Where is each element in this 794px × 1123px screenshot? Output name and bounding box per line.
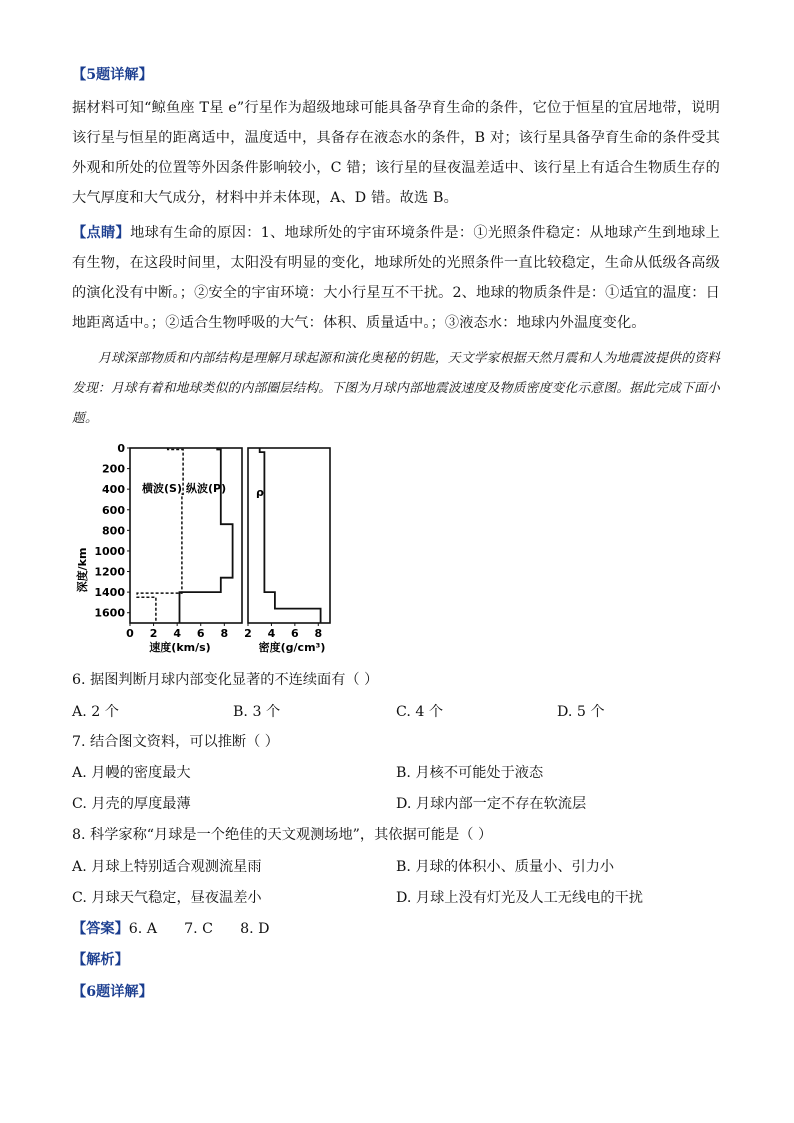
q7-option-c: C. 月壳的厚度最薄 [72,796,191,812]
moon-seismic-figure [72,432,352,664]
series-line [260,448,321,623]
depth-tick-label: 1400 [94,586,125,600]
velocity-axis-label: 速度(km/s) [149,641,211,654]
depth-tick-label: 1000 [94,544,125,558]
section5-heading: 【5题详解】 [72,67,153,83]
q6-stem: 6. 据图判断月球内部变化显著的不连续面有（ ） [72,672,379,688]
velocity-panel [126,448,242,640]
answer-label: 【答案】 [72,921,129,937]
section6-heading: 【6题详解】 [72,984,153,1000]
tips-paragraph [72,218,720,338]
density-panel [244,448,330,640]
x-tick-label: 2 [244,627,252,640]
q7-option-a: A. 月幔的密度最大 [72,765,191,781]
x-tick-label: 4 [267,627,276,640]
section5-body: 据材料可知“鲸鱼座 T星 e”行星作为超级地球可能具备孕育生命的条件，它位于恒星的宜居地带，说明该行星与恒星的距离适中，温度适中，具备存在液态水的条件，B 对；该行星具备孕育生命的条件受其外观和所处的位置等外因条件影响较小，C 错；该行星的昼夜温差适中、该行星上有适合生物质生存的大气厚度和大气成分，材料中并未体现，A、D 错。故选 B。 [72,100,720,206]
tips-body: 地球有生命的原因：1、地球所处的宇宙环境条件是：①光照条件稳定：从地球产生到地球上有生物，在这段时间里，太阳没有明显的变化，地球所处的光照条件一直比较稳定，生命从低级各高级的演化没有中断。；②安全的宇宙环境：大小行星互不干扰。2、地球的物质条件是：①适宜的温度：日地距离适中。；②适合生物呼吸的大气：体积、质量适中。；③液态水：地球内外温度变化。 [72,225,720,331]
density-axis-label: 密度(g/cm³) [258,641,326,654]
q6-option-a: A. 2 个 [72,704,119,720]
x-tick-label: 6 [291,627,299,640]
q6-option-d: D. 5 个 [557,704,605,720]
depth-axis [94,442,130,620]
x-tick-label: 6 [196,627,205,640]
q7-option-b: B. 月核不可能处于液态 [396,765,544,781]
q8-stem: 8. 科学家称“月球是一个绝佳的天文观测场地”，其依据可能是（ ） [72,827,493,843]
q8-option-d: D. 月球上没有灯光及人工无线电的干扰 [396,890,643,906]
density-curve-label: ρ [256,486,264,499]
depth-tick-label: 600 [102,503,125,517]
x-tick-label: 2 [149,627,158,640]
q8-option-a: A. 月球上特别适合观测流星雨 [72,859,262,875]
q8-option-b: B. 月球的体积小、质量小、引力小 [396,859,615,875]
depth-tick-label: 400 [102,483,125,497]
depth-tick-label: 1200 [94,565,125,579]
q8-option-c: C. 月球天气稳定，昼夜温差小 [72,890,262,906]
analysis-label: 【解析】 [72,952,129,968]
x-tick-label: 8 [220,627,229,640]
tips-heading: 【点睛】 [72,225,131,241]
series-line [137,448,183,623]
q7-option-d: D. 月球内部一定不存在软流层 [396,796,587,812]
material-paragraph: 月球深部物质和内部结构是理解月球起源和演化奥秘的钥匙，天文学家根据天然月震和人为地震波提供的资料发现：月球有着和地球类似的内部圈层结构。下图为月球内部地震波速度及物质密度变化示意图。据此完成下面小题。 [72,351,720,426]
s-wave-label: 横波(S) [142,482,182,495]
x-tick-label: 0 [126,627,134,640]
panel-frame [248,448,330,623]
depth-tick-label: 200 [102,462,125,476]
depth-tick-label: 0 [117,442,125,455]
depth-axis-label: 深度/km [76,547,89,593]
depth-tick-label: 1600 [94,606,125,620]
q6-option-b: B. 3 个 [233,704,281,720]
answer-values: 6. A 7. C 8. D [128,921,270,937]
q7-stem: 7. 结合图文资料，可以推断（ ） [72,734,279,750]
answer-line [72,914,270,944]
q6-option-c: C. 4 个 [396,704,444,720]
depth-tick-label: 800 [102,524,125,538]
x-tick-label: 4 [173,627,181,640]
series-line [180,448,233,623]
p-wave-label: 纵波(P) [186,482,227,495]
x-tick-label: 8 [314,627,323,640]
